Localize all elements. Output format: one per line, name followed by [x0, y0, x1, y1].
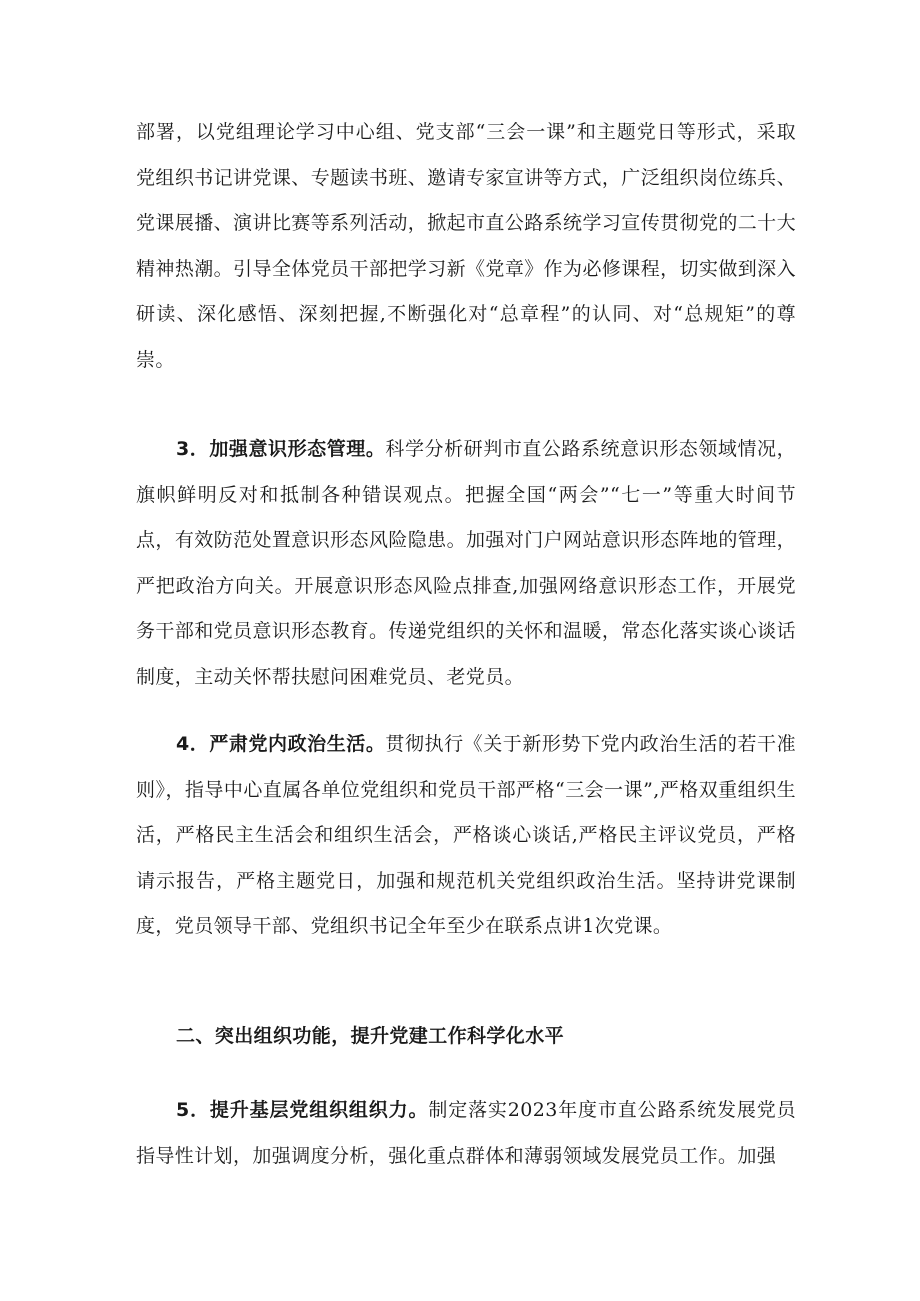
paragraph-body: 贯彻执行《关于新形势下党内政治生活的若干准则》，指导中心直属各单位党组织和党员干部严格“三会一课”,严格双重组织生活，严格民主生活会和组织生活会，严格谈心谈话,严格民主评议党员，严格请示报告，严格主题党日，加强和规范机关党组织政治生活。坚持讲党课制度，党员领导干部、党组织书记全年至少在联系点讲1次党课。 — [136, 733, 796, 938]
paragraph-lead-heading: 4．严肃党内政治生活。 — [176, 733, 386, 755]
paragraph-body: 制定落实2023年度市直公路系统发展党员指导性计划，加强调度分析，强化重点群体和薄弱领域发展党员工作。加强 — [136, 1099, 797, 1167]
paragraph-lead-heading: 5．提升基层党组织组织力。 — [176, 1099, 429, 1121]
section-title: 二、突出组织功能，提升党建工作科学化水平 — [176, 1025, 565, 1047]
paragraph-grassroots-organization — [136, 1088, 796, 1179]
paragraph-lead-heading: 3．加强意识形态管理。 — [176, 438, 386, 460]
paragraph-body: 科学分析研判市直公路系统意识形态领域情况，旗帜鲜明反对和抵制各种错误观点。把握全国“两会”“七一”等重大时间节点，有效防范处置意识形态风险隐患。加强对门户网站意识形态阵地的管理，严把政治方向关。开展意识形态风险点排查,加强网络意识形态工作，开展党务干部和党员意识形态教育。传递党组织的关怀和温暖，常态化落实谈心谈话制度，主动关怀帮扶慰问困难党员、老党员。 — [136, 438, 796, 688]
paragraph-body: 部署，以党组理论学习中心组、党支部“三会一课”和主题党日等形式，采取党组织书记讲党课、专题读书班、邀请专家宣讲等方式，广泛组织岗位练兵、党课展播、演讲比赛等系列活动，掀起市直公路系统学习宣传贯彻党的二十大精神热潮。引导全体党员干部把学习新《党章》作为必修课程，切实做到深入研读、深化感悟、深刻把握,不断强化对“总章程”的认同、对“总规矩”的尊崇。 — [136, 121, 796, 371]
paragraph-ideology-management — [136, 427, 796, 701]
paragraph-study-deployment — [136, 110, 796, 384]
paragraph-political-life — [136, 722, 796, 950]
